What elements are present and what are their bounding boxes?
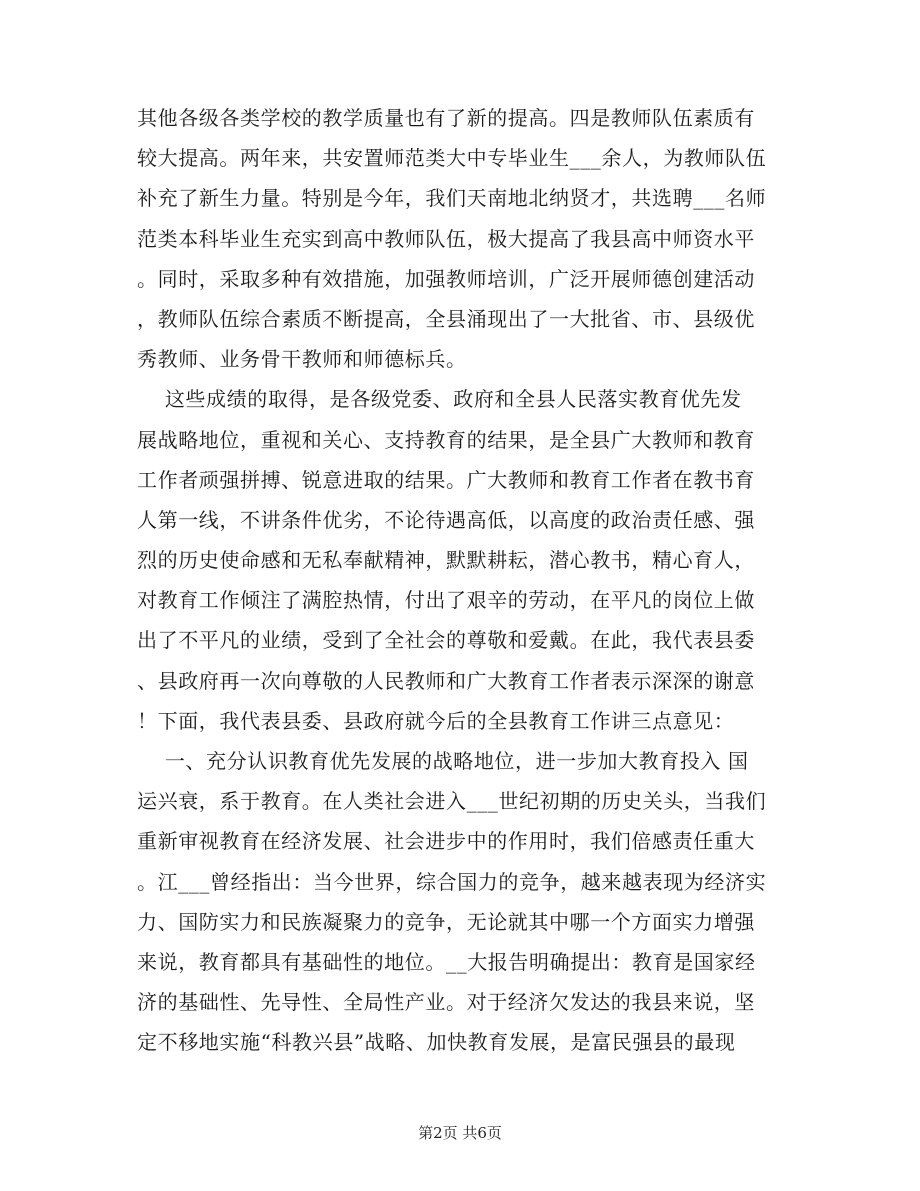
- text-line: 其他各级各类学校的教学质量也有了新的提高。四是教师队伍素质有: [137, 106, 755, 130]
- text-line: 、县政府再一次向尊敬的人民教师和广大教育工作者表示深深的谢意: [137, 668, 755, 693]
- text-line: 展战略地位，重视和关心、支持教育的结果，是全县广大教师和教育: [137, 427, 755, 452]
- page-number-footer: 第2页 共6页: [418, 1124, 502, 1142]
- text-line: 出了不平凡的业绩，受到了全社会的尊敬和爱戴。在此，我代表县委: [137, 628, 755, 653]
- text-line: 工作者顽强拼搏、锐意进取的结果。广大教师和教育工作者在教书育: [137, 467, 755, 492]
- body-text: [137, 98, 787, 1063]
- text-line: 对教育工作倾注了满腔热情，付出了艰辛的劳动，在平凡的岗位上做: [137, 588, 755, 613]
- text-line: 这些成绩的取得，是各级党委、政府和全县人民落实教育优先发: [137, 387, 742, 412]
- text-line: ，教师队伍综合素质不断提高，全县涌现出了一大批省、市、县级优: [137, 306, 755, 331]
- text-line: 。江___曾经指出：当今世界，综合国力的竞争，越来越表现为经济实: [137, 869, 767, 894]
- text-line: 运兴衰，系于教育。在人类社会进入___世纪初期的历史关头，当我们: [137, 789, 767, 814]
- text-line: 力、国防实力和民族凝聚力的竞争，无论就其中哪一个方面实力增强: [137, 909, 755, 934]
- text-line: 范类本科毕业生充实到高中教师队伍，极大提高了我县高中师资水平: [137, 226, 755, 251]
- text-line: 较大提高。两年来，共安置师范类大中专毕业生___余人，为教师队伍: [137, 146, 767, 171]
- text-line: 济的基础性、先导性、全局性产业。对于经济欠发达的我县来说，坚: [137, 990, 755, 1015]
- text-line: 定不移地实施“科教兴县”战略、加快教育发展，是富民强县的最现: [137, 1030, 736, 1055]
- text-line: 人第一线，不讲条件优劣，不论待遇高低，以高度的政治责任感、强: [137, 507, 755, 532]
- text-line: 一、充分认识教育优先发展的战略地位，进一步加大教育投入 国: [137, 749, 749, 773]
- text-line: 来说，教育都具有基础性的地位。__大报告明确提出：教育是国家经: [137, 949, 756, 974]
- text-line: 补充了新生力量。特别是今年，我们天南地北纳贤才，共选聘___名师: [137, 186, 767, 211]
- text-line: 秀教师、业务骨干教师和师德标兵。: [137, 347, 467, 372]
- text-line: 。同时，采取多种有效措施，加强教师培训，广泛开展师德创建活动: [137, 266, 755, 291]
- text-line: 烈的历史使命感和无私奉献精神，默默耕耘，潜心教书，精心育人，: [137, 548, 755, 573]
- text-line: ！下面，我代表县委、县政府就今后的全县教育工作讲三点意见：: [137, 708, 735, 733]
- text-line: 重新审视教育在经济发展、社会进步中的作用时，我们倍感责任重大: [137, 829, 755, 854]
